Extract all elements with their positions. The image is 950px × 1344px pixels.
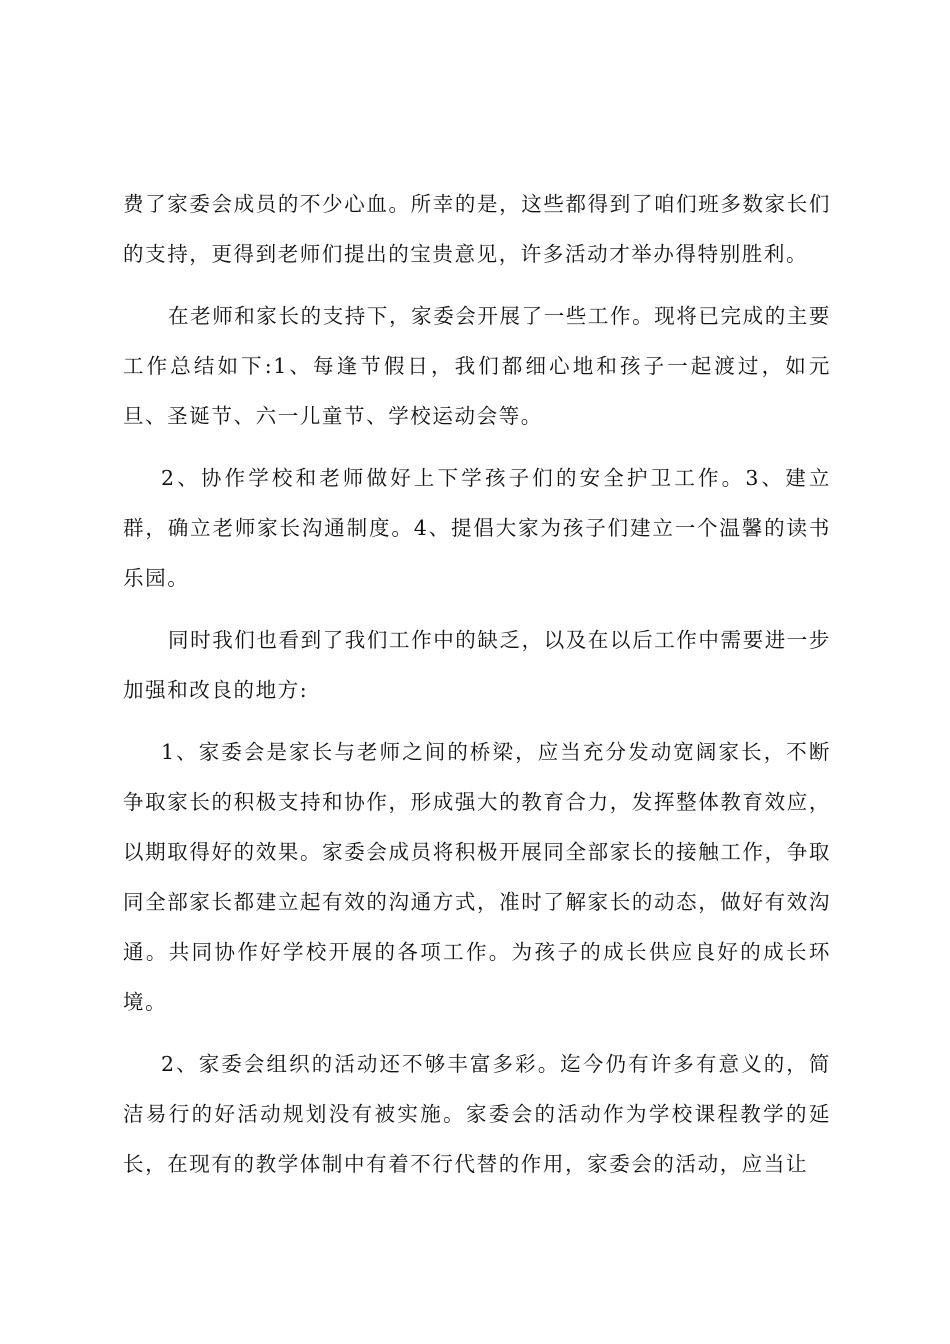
- paragraph-shortcomings-intro: 同时我们也看到了我们工作中的缺乏，以及在以后工作中需要进一步加强和改良的地方:: [123, 628, 831, 702]
- paragraph-work-items: 2、协作学校和老师做好上下学孩子们的安全护卫工作。3、建立群，确立老师家长沟通制度。4、提倡大家为孩子们建立一个温馨的读书乐园。: [123, 466, 831, 590]
- paragraph-point-two: 2、家委会组织的活动还不够丰富多彩。迄今仍有许多有意义的，简洁易行的好活动规划没有被实施。家委会的活动作为学校课程教学的延长，在现有的教学体制中有着不行代替的作用，家委会的活动，应当让: [123, 1052, 831, 1176]
- paragraph-point-one: 1、家委会是家长与老师之间的桥梁，应当充分发动宽阔家长，不断争取家长的积极支持和协作，形成强大的教育合力，发挥整体教育效应，以期取得好的效果。家委会成员将积极开展同全部家长的接触工作，争取同全部家长都建立起有效的沟通方式，准时了解家长的动态，做好有效沟通。共同协作好学校开展的各项工作。为孩子的成长供应良好的成长环境。: [123, 740, 831, 1014]
- document-body: [123, 179, 831, 1189]
- paragraph-continuation: 费了家委会成员的不少心血。所幸的是，这些都得到了咱们班多数家长们的支持，更得到老师们提出的宝贵意见，许多活动才举办得特别胜利。: [123, 192, 831, 266]
- paragraph-work-summary: 在老师和家长的支持下，家委会开展了一些工作。现将已完成的主要工作总结如下:1、每逢节假日，我们都细心地和孩子一起渡过，如元旦、圣诞节、六一儿童节、学校运动会等。: [123, 304, 831, 428]
